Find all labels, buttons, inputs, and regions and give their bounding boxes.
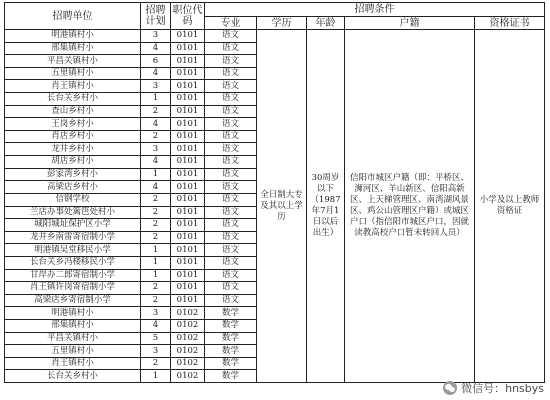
- cell-major: 语文: [205, 219, 257, 232]
- cell-unit: 甘岸办二郎寄宿制小学: [5, 269, 141, 282]
- cell-plan: 1: [141, 256, 171, 269]
- header-major: 专业: [205, 17, 257, 30]
- cell-code: 0101: [171, 156, 205, 169]
- cell-major: 语文: [205, 42, 257, 55]
- cell-unit: 五里镇村小: [5, 345, 141, 358]
- cell-plan: 3: [141, 307, 171, 320]
- cell-major: 语文: [205, 156, 257, 169]
- cell-plan: 1: [141, 269, 171, 282]
- cell-major: 语文: [205, 55, 257, 68]
- cell-unit: 信钢学校: [5, 193, 141, 206]
- cell-major: 语文: [205, 294, 257, 307]
- cell-major: 数学: [205, 320, 257, 333]
- header-conditions: 招聘条件: [205, 3, 545, 17]
- cell-major: 语文: [205, 193, 257, 206]
- cell-major: 语文: [205, 105, 257, 118]
- cell-code: 0101: [171, 55, 205, 68]
- cell-code: 0101: [171, 130, 205, 143]
- cell-code: 0101: [171, 30, 205, 43]
- cell-major: 语文: [205, 256, 257, 269]
- cell-unit: 龙井乡南雷寄宿制小学: [5, 231, 141, 244]
- cell-code: 0102: [171, 332, 205, 345]
- header-hukou: 户籍: [345, 17, 475, 30]
- cell-plan: 3: [141, 143, 171, 156]
- cell-major: 语文: [205, 30, 257, 43]
- header-unit: 招聘单位: [5, 3, 141, 30]
- table-row: [5, 30, 545, 43]
- cell-major: 数学: [205, 332, 257, 345]
- cell-code: 0101: [171, 206, 205, 219]
- cell-plan: 2: [141, 357, 171, 370]
- cell-unit: 邢集镇村小: [5, 320, 141, 333]
- cell-unit: 长台关乡冯楼移民小学: [5, 256, 141, 269]
- cell-unit: 兰店办事处篱笆处村小: [5, 206, 141, 219]
- cell-plan: 1: [141, 244, 171, 257]
- cell-major: 语文: [205, 130, 257, 143]
- cell-code: 0101: [171, 105, 205, 118]
- cell-plan: 2: [141, 206, 171, 219]
- cell-age: 30周岁以下（1987年7月1日以后出生）: [307, 30, 345, 383]
- cell-major: 语文: [205, 206, 257, 219]
- cell-unit: 邢集镇村小: [5, 42, 141, 55]
- cell-code: 0101: [171, 93, 205, 106]
- cell-major: 数学: [205, 345, 257, 358]
- table-body: [5, 30, 545, 383]
- cell-unit: 查山乡村小: [5, 105, 141, 118]
- cell-major: 语文: [205, 143, 257, 156]
- cell-plan: 6: [141, 55, 171, 68]
- cell-code: 0102: [171, 345, 205, 358]
- recruitment-table: [4, 2, 545, 383]
- cell-plan: 1: [141, 370, 171, 383]
- cell-major: 数学: [205, 357, 257, 370]
- wechat-icon: [443, 381, 457, 395]
- cell-plan: 3: [141, 345, 171, 358]
- header-education: 学历: [257, 17, 307, 30]
- cell-code: 0101: [171, 80, 205, 93]
- cell-plan: 2: [141, 231, 171, 244]
- cell-unit: 王岗乡村小: [5, 118, 141, 131]
- cell-unit: 长台关乡村小: [5, 370, 141, 383]
- cell-major: 数学: [205, 370, 257, 383]
- cell-major: 语文: [205, 67, 257, 80]
- cell-plan: 1: [141, 93, 171, 106]
- header-plan: 招聘计划: [141, 3, 171, 30]
- cell-plan: 5: [141, 332, 171, 345]
- cell-code: 0102: [171, 357, 205, 370]
- watermark-text: 微信号：hnsbys: [461, 382, 544, 395]
- cell-major: 语文: [205, 80, 257, 93]
- wechat-watermark: [443, 380, 544, 396]
- cell-unit: 城阳城址保护区小学: [5, 219, 141, 232]
- cell-unit: 五里镇村小: [5, 67, 141, 80]
- cell-plan: 2: [141, 219, 171, 232]
- cell-major: 语文: [205, 231, 257, 244]
- cell-code: 0101: [171, 143, 205, 156]
- cell-unit: 长台关乡村小: [5, 93, 141, 106]
- header-cert: 资格证书: [475, 17, 545, 30]
- cell-major: 数学: [205, 307, 257, 320]
- cell-unit: 平昌关镇村小: [5, 332, 141, 345]
- cell-major: 语文: [205, 282, 257, 295]
- cell-major: 语文: [205, 269, 257, 282]
- cell-code: 0101: [171, 231, 205, 244]
- cell-major: 语文: [205, 93, 257, 106]
- cell-code: 0101: [171, 181, 205, 194]
- cell-education: 全日制大专及其以上学历: [257, 30, 307, 383]
- cell-major: 语文: [205, 244, 257, 257]
- cell-code: 0101: [171, 294, 205, 307]
- cell-unit: 明港镇村小: [5, 307, 141, 320]
- cell-cert: 小学及以上教师资格证: [475, 30, 545, 383]
- cell-code: 0101: [171, 219, 205, 232]
- cell-plan: 2: [141, 282, 171, 295]
- cell-plan: 3: [141, 80, 171, 93]
- cell-unit: 胡店乡村小: [5, 156, 141, 169]
- cell-unit: 平昌关镇村小: [5, 55, 141, 68]
- cell-code: 0102: [171, 370, 205, 383]
- cell-code: 0101: [171, 42, 205, 55]
- cell-plan: 2: [141, 193, 171, 206]
- cell-hukou: 信阳市城区户籍（即：平桥区、浉河区、羊山新区、信阳高新区、上天梯管理区、南湾湖风景区、鸡公山管理区户籍）或城区户口（指信阳市城区户口，因就读教高校户口暂未转回人员）: [345, 30, 475, 383]
- cell-unit: 龙井乡村小: [5, 143, 141, 156]
- cell-plan: 4: [141, 181, 171, 194]
- cell-major: 语文: [205, 118, 257, 131]
- cell-plan: 3: [141, 30, 171, 43]
- cell-code: 0101: [171, 269, 205, 282]
- cell-code: 0101: [171, 256, 205, 269]
- cell-unit: 明港镇吴堂移民小学: [5, 244, 141, 257]
- cell-major: 语文: [205, 181, 257, 194]
- cell-major: 语文: [205, 168, 257, 181]
- cell-code: 0101: [171, 193, 205, 206]
- cell-code: 0102: [171, 320, 205, 333]
- header-code: 职位代码: [171, 3, 205, 30]
- cell-code: 0101: [171, 244, 205, 257]
- cell-plan: 4: [141, 118, 171, 131]
- cell-plan: 4: [141, 320, 171, 333]
- cell-plan: 2: [141, 105, 171, 118]
- cell-unit: 肖王镇许岗寄宿制小学: [5, 282, 141, 295]
- cell-code: 0101: [171, 168, 205, 181]
- cell-unit: 明港镇村小: [5, 30, 141, 43]
- cell-code: 0102: [171, 307, 205, 320]
- cell-code: 0101: [171, 67, 205, 80]
- cell-unit: 肖王镇村小: [5, 80, 141, 93]
- cell-unit: 高梁店乡村小: [5, 181, 141, 194]
- cell-code: 0101: [171, 282, 205, 295]
- cell-plan: 2: [141, 294, 171, 307]
- cell-unit: 肖王镇村小: [5, 357, 141, 370]
- cell-code: 0101: [171, 118, 205, 131]
- cell-unit: 肖店乡村小: [5, 130, 141, 143]
- cell-plan: 4: [141, 42, 171, 55]
- cell-plan: 4: [141, 67, 171, 80]
- cell-plan: 2: [141, 130, 171, 143]
- cell-plan: 1: [141, 168, 171, 181]
- cell-plan: 4: [141, 156, 171, 169]
- cell-unit: 高梁店乡寄宿制小学: [5, 294, 141, 307]
- cell-unit: 彭家湾乡村小: [5, 168, 141, 181]
- header-age: 年龄: [307, 17, 345, 30]
